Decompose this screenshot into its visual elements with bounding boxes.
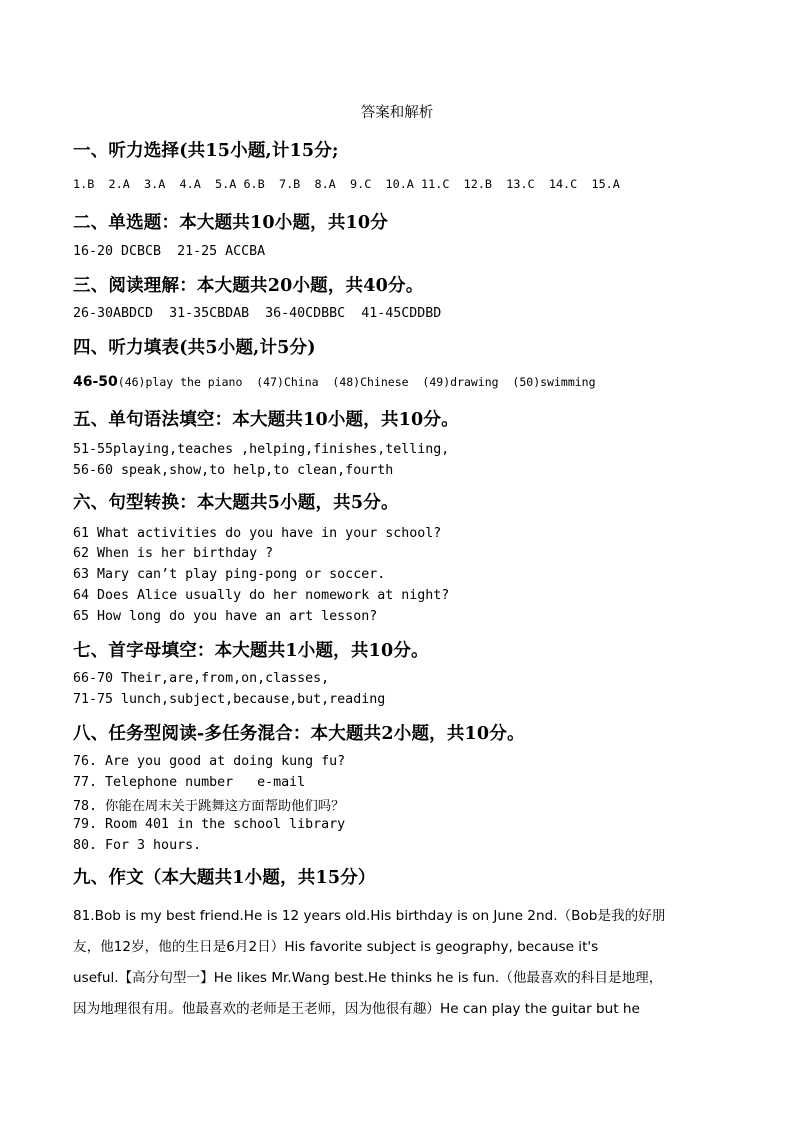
answer-line: 66-70 Their,are,from,on,classes, [73,671,330,686]
essay-line: 81.Bob is my best friend.He is 12 years old.His birthday is on June 2nd.（Bob是我的好朋 [73,908,666,924]
answer-line: 61 What activities do you have in your school? [73,526,442,541]
section-heading: 七、首字母填空：本大题共1小题，共10分。 [73,641,429,661]
answer-line: 63 Mary can’t play ping-pong or soccer. [73,567,386,582]
answer-line: 80. For 3 hours. [73,838,202,853]
answer-line: 65 How long do you have an art lesson? [73,609,378,624]
answer-line: 79. Room 401 in the school library [73,817,346,832]
answer-line: 56-60 speak,show,to help,to clean,fourth [73,463,394,478]
section-heading: 一、听力选择(共15小题,计15分; [73,141,339,161]
answer-line: 78. 你能在周末关于跳舞这方面帮助他们吗？ [73,799,345,814]
essay-line: 友，他12岁，他的生日是6月2日）His favorite subject is geography, because it's [73,939,599,955]
answer-line: 71-75 lunch,subject,because,but,reading [73,692,386,707]
essay-line: useful.【高分句型一】He likes Mr.Wang best.He thinks he is fun.（他最喜欢的科目是地理， [73,970,663,986]
answer-line: 26-30ABDCD 31-35CBDAB 36-40CDBBC 41-45CDDBD [73,306,442,321]
answer-range: 46-50 [73,374,118,390]
section-heading: 五、单句语法填空：本大题共10小题，共10分。 [73,410,459,430]
answer-line: 62 When is her birthday ? [73,546,274,561]
answer-line: 16-20 DCBCB 21-25 ACCBA [73,244,266,259]
section-heading: 四、听力填表(共5小题,计5分) [73,338,316,358]
answer-line: 77. Telephone number e-mail [73,775,306,790]
answer-line [73,374,596,390]
essay-line: 因为地理很有用。他最喜欢的老师是王老师，因为他很有趣）He can play the guitar but he [73,1001,640,1017]
page-title: 答案和解析 [360,105,434,121]
answer-line: 1.B 2.A 3.A 4.A 5.A 6.B 7.B 8.A 9.C 10.A 11.C 12.B 13.C 14.C 15.A [73,177,620,191]
answer-line: 51-55playing,teaches ,helping,finishes,telling, [73,442,450,457]
section-heading: 九、作文（本大题共1小题，共15分） [73,868,376,888]
section-heading: 二、单选题：本大题共10小题，共10分 [73,213,389,233]
section-heading: 三、阅读理解：本大题共20小题，共40分。 [73,276,424,296]
answer-text: (46)play the piano (47)China (48)Chinese (49)drawing (50)swimming [117,375,596,389]
answer-line: 76. Are you good at doing kung fu? [73,754,346,769]
section-heading: 六、句型转换：本大题共5小题，共5分。 [73,493,399,513]
section-heading: 八、任务型阅读-多任务混合：本大题共2小题，共10分。 [73,724,525,744]
answer-line: 64 Does Alice usually do her nomework at night? [73,588,450,603]
